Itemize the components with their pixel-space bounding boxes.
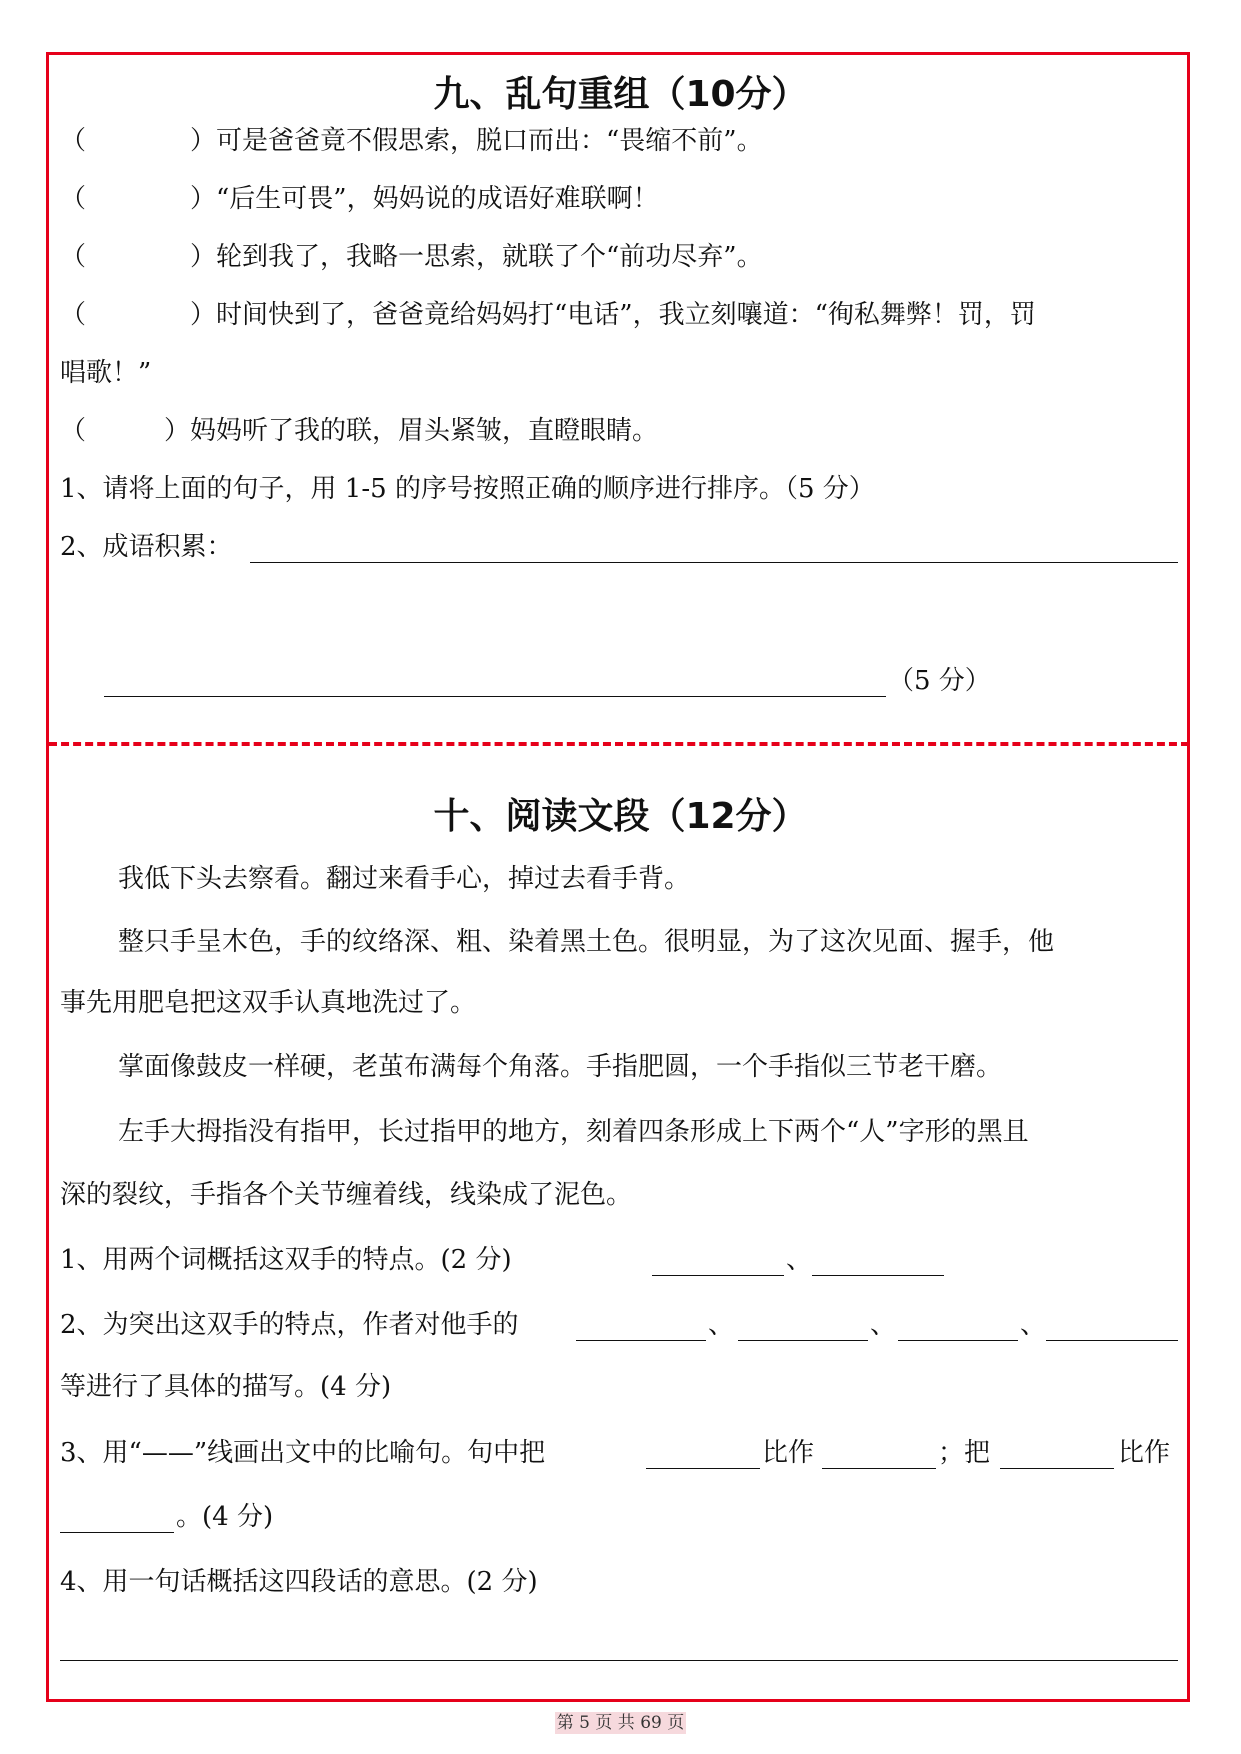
section9-item-3: （ ）轮到我了，我略一思索，就联了个“前功尽弃”。: [60, 242, 763, 272]
passage-paragraph-1: 我低下头去察看。翻过来看手心，掉过去看手背。: [118, 864, 691, 894]
q2-blank-4[interactable]: [1046, 1340, 1178, 1341]
q3-blank-1[interactable]: [646, 1468, 760, 1469]
q2-separator-3: 、: [1020, 1310, 1047, 1340]
q3-blank-3[interactable]: [1000, 1468, 1114, 1469]
q2-separator-1: 、: [708, 1310, 735, 1340]
passage-paragraph-4: 左手大拇指没有指甲，长过指甲的地方，刻着四条形成上下两个“人”字形的黑且: [118, 1117, 1029, 1147]
q1-separator: 、: [786, 1245, 813, 1275]
passage-paragraph-3: 掌面像鼓皮一样硬，老茧布满每个角落。手指肥圆，一个手指似三节老干磨。: [118, 1052, 1003, 1082]
section9-item-4: （ ）时间快到了，爸爸竟给妈妈打“电话”，我立刻嚷道：“徇私舞弊！罚，罚: [60, 300, 1036, 330]
section9-item-5: （ ）妈妈听了我的联，眉头紧皱，直瞪眼睛。: [60, 416, 659, 446]
q2-blank-2[interactable]: [738, 1340, 868, 1341]
section9-question-1: 1、请将上面的句子，用 1-5 的序号按照正确的顺序进行排序。（5 分）: [60, 474, 875, 504]
page-number: [0, 1708, 1241, 1733]
q2-blank-1[interactable]: [576, 1340, 706, 1341]
passage-paragraph-2: 整只手呈木色，手的纹络深、粗、染着黑土色。很明显，为了这次见面、握手，他: [118, 927, 1055, 957]
passage-paragraph-4-cont: 深的裂纹，手指各个关节缠着线，线染成了泥色。: [60, 1180, 633, 1210]
passage-paragraph-2-cont: 事先用肥皂把这双手认真地洗过了。: [60, 988, 477, 1018]
q3-blank-2[interactable]: [822, 1468, 936, 1469]
reading-question-4: 4、用一句话概括这四段话的意思。(2 分): [60, 1567, 538, 1597]
q2-separator-2: 、: [870, 1310, 897, 1340]
idiom-answer-line-1[interactable]: [250, 562, 1178, 563]
q2-blank-3[interactable]: [898, 1340, 1018, 1341]
section10-title: 十、阅读文段（12分）: [433, 796, 808, 837]
section-divider: [49, 742, 1189, 746]
q3-end: 。(4 分): [176, 1502, 274, 1532]
idiom-answer-line-2[interactable]: [104, 696, 886, 697]
section9-question-2-score: （5 分）: [888, 666, 991, 696]
reading-question-3: 3、用“——”线画出文中的比喻句。句中把: [60, 1438, 546, 1468]
reading-question-2-cont: 等进行了具体的描写。(4 分): [60, 1372, 392, 1402]
reading-question-1: 1、用两个词概括这双手的特点。(2 分): [60, 1245, 512, 1275]
page-number-text: 第 5 页 共 69 页: [556, 1713, 685, 1733]
q3-bizuo-2: 比作: [1118, 1438, 1171, 1468]
q4-answer-line[interactable]: [60, 1660, 1178, 1661]
section9-item-4-cont: 唱歌！”: [60, 358, 152, 388]
section9-item-1: （ ）可是爸爸竟不假思索，脱口而出：“畏缩不前”。: [60, 126, 763, 156]
section9-question-2-label: 2、成语积累：: [60, 532, 233, 562]
q1-blank-2[interactable]: [812, 1275, 944, 1276]
q3-semicolon: ；把: [938, 1438, 991, 1468]
q3-blank-4[interactable]: [60, 1532, 174, 1533]
reading-question-2: 2、为突出这双手的特点，作者对他手的: [60, 1310, 519, 1340]
section9-title: 九、乱句重组（10分）: [433, 74, 808, 115]
q1-blank-1[interactable]: [652, 1275, 784, 1276]
section9-item-2: （ ）“后生可畏”，妈妈说的成语好难联啊！: [60, 184, 659, 214]
q3-bizuo-1: 比作: [762, 1438, 815, 1468]
